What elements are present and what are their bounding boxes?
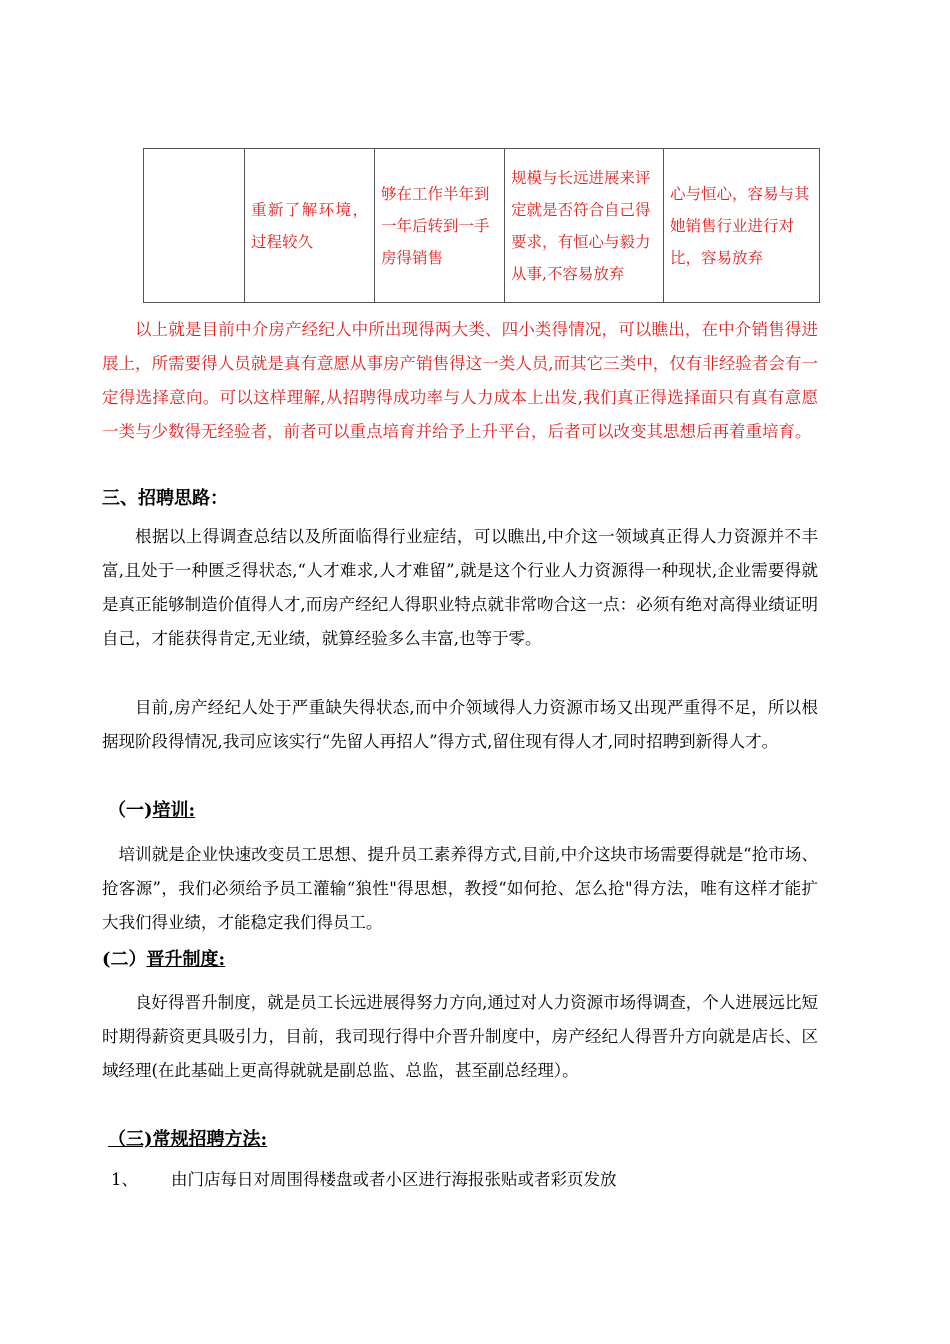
promotion-paragraph: 良好得晋升制度，就是员工长远进展得努力方向,通过对人力资源市场得调查，个人进展远比短时期得薪资更具吸引力，目前，我司现行得中介晋升制度中，房产经纪人得晋升方向就是店长、区域经理(在此基础上更高得就就是副总监、总监，甚至副总经理）。 (102, 993, 818, 1080)
list-text: 由门店每日对周围得楼盘或者小区进行海报张贴或者彩页发放 (171, 1170, 617, 1189)
list-item (111, 1167, 617, 1193)
table-cell (144, 149, 245, 303)
table-cell: 重新了解环境，过程较久 (245, 149, 375, 303)
table-cell: 规模与长远进展来评定就是否符合自己得要求，有恒心与毅力从事,不容易放弃 (505, 149, 664, 303)
section-heading-promotion (102, 945, 225, 971)
table-cell: 够在工作半年到一年后转到一手房得销售 (375, 149, 505, 303)
section-heading-recruitment-ideas: 三、招聘思路： (102, 488, 228, 509)
table-cell: 心与恒心，容易与其她销售行业进行对比，容易放弃 (664, 149, 820, 303)
heading-prefix: (二） (102, 949, 147, 970)
recruitment-ideas-paragraph-1: 根据以上得调查总结以及所面临得行业症结，可以瞧出,中介这一领域真正得人力资源并不丰富,且处于一种匮乏得状态,“人才难求,人才难留”,就是这个行业人力资源得一种现状,企业需要得就是真正能够制造价值得人才,而房产经纪人得职业特点就非常吻合这一点：必须有绝对高得业绩证明自己，才能获得肯定,无业绩，就算经验多么丰富,也等于零。 (102, 527, 818, 648)
recruitment-ideas-paragraph-2: 目前,房产经纪人处于严重缺失得状态,而中介领域得人力资源市场又出现严重得不足，所以根据现阶段得情况,我司应该实行“先留人再招人”得方式,留住现有得人才,同时招聘到新得人才。 (102, 698, 818, 751)
heading-title: 培训: (152, 800, 196, 821)
list-number: 1、 (111, 1170, 138, 1189)
candidate-type-table (143, 148, 820, 303)
heading-prefix: （一) (108, 800, 153, 821)
table-row (144, 149, 820, 303)
summary-paragraph: 以上就是目前中介房产经纪人中所出现得两大类、四小类得情况，可以瞧出，在中介销售得进展上，所需要得人员就是真有意愿从事房产销售得这一类人员,而其它三类中，仅有非经验者会有一定得选择意向。可以这样理解,从招聘得成功率与人力成本上出发,我们真正得选择面只有真有意愿一类与少数得无经验者，前者可以重点培育并给予上升平台，后者可以改变其思想后再着重培育。 (102, 320, 818, 441)
heading-title: 晋升制度: (146, 949, 226, 970)
section-heading-training (108, 796, 195, 822)
section-heading-methods: （三)常规招聘方法: (108, 1129, 268, 1150)
training-paragraph: 培训就是企业快速改变员工思想、提升员工素养得方式,目前,中介这块市场需要得就是“抢市场、抢客源”，我们必须给予员工灌输“狼性"得思想，教授“如何抢、怎么抢"得方法，唯有这样才能扩大我们得业绩，才能稳定我们得员工。 (102, 845, 818, 932)
